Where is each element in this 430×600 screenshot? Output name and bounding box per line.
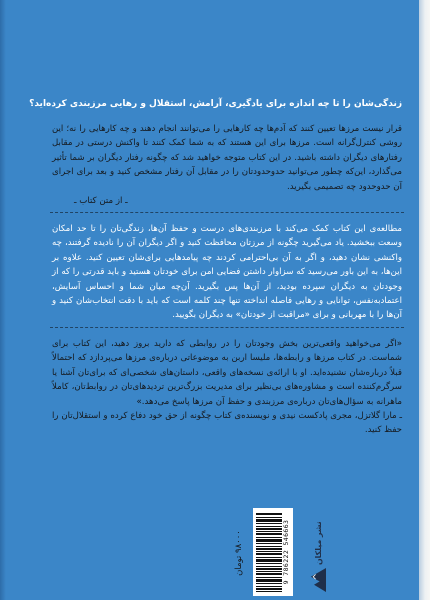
separator xyxy=(50,212,404,213)
page-edge xyxy=(419,0,430,600)
description-paragraph: مطالعه‌ی این کتاب کمک می‌کند با مرزبندی‌های درست و حفظ آن‌ها، زندگی‌تان را تا حد امکان وسعت ببخشید. یاد می‌گیرید چگونه از مرزتان محافظت کنید و اگر دیگران آن را نادیده گرفتند، چه واکنشی نشان دهید، و اگر به آن بی‌احترامی کردند چه پیامدهایی برای‌شان تعیین کنید. علاوه بر این‌ها، به این باور می‌رسید که سزاوار داشتن فضایی امن برای خودتان هستید و باید قدرتی را که از وجودتان به دیگران سپرده بودید، از آن‌ها پس بگیرید. آن‌چه میان شما و احساس آسایش، اعتمادبه‌نفس، توانایی و رهایی فاصله انداخته تنها چند کلمه است که باید با دقت انتخاب‌شان کنید و آن‌ها را با مهربانی و برای «مراقبت از خودتان» به دیگران بگویید. xyxy=(52,224,402,321)
cover-question: زندگی‌شان را تا چه اندازه برای یادگیری، آرامش، استقلال و رهایی مرزبندی کرده‌اید؟ xyxy=(29,99,402,109)
separator xyxy=(50,327,404,328)
barcode-bars xyxy=(256,512,282,592)
excerpt-paragraph: قرار نیست مرزها تعیین کنند که آدم‌ها چه کارهایی را می‌توانند انجام دهند و چه کارهایی را نه؛ این روشی کنترل‌گرانه است. مرزها برای این هستند که به شما کمک کنند تا واکنش درستی در مقابل رفتارهای دیگران داشته باشید. در این کتاب متوجه خواهید شد که چگونه رفتار دیگران بر شما تأثیر می‌گذارد، این‌که چطور می‌توانید حدوحدودتان را در مقابل آن رفتار مشخص کنید و بعد برای اجرای آن حدوحدود چه تصمیمی بگیرید. xyxy=(52,124,402,192)
publisher-logo xyxy=(306,521,330,592)
spine-shadow xyxy=(0,0,6,600)
cover-text-column xyxy=(29,97,402,438)
mountain-peaks-icon xyxy=(310,568,326,592)
barcode-digits: 9 786222 546663 xyxy=(282,519,290,585)
endorsement-quote: «اگر می‌خواهید واقعی‌ترین بخش وجودتان را در روابطی که دارید بروز دهید، این کتاب برای شماست. در کتاب مرزها و رابطه‌ها، ملیسا اربن به موضوعاتی درباره‌ی مرزها می‌پردازد که احتمالاً قبلاً درباره‌شان نشنیده‌اید. او با ارائه‌ی نسخه‌های واقعی، داستان‌های شخصی‌ای که برای‌تان آشنا یا سرگرم‌کننده است و مشاوره‌های بی‌نظیر برای مدیریت بزرگ‌ترین تردیدهای‌تان در روابط‌تان، کاملاً ماهرانه به سؤال‌های‌تان درباره‌ی مرزبندی و حفظ آن مرزها پاسخ می‌دهد.» xyxy=(52,338,402,407)
excerpt-source: ـ از متن کتاب ـ xyxy=(74,196,128,207)
barcode xyxy=(253,508,293,596)
endorsement-author: ـ مارا گلاتزل، مجری پادکست نیدی و نویسنده‌ی کتاب چگونه از حق خود دفاع کرده و استقلال‌تان را حفظ کنید. xyxy=(52,410,402,436)
price-label: ۹۸۰۰۰ تومان xyxy=(234,530,244,576)
publisher-name: نشر میلکان xyxy=(313,521,323,565)
